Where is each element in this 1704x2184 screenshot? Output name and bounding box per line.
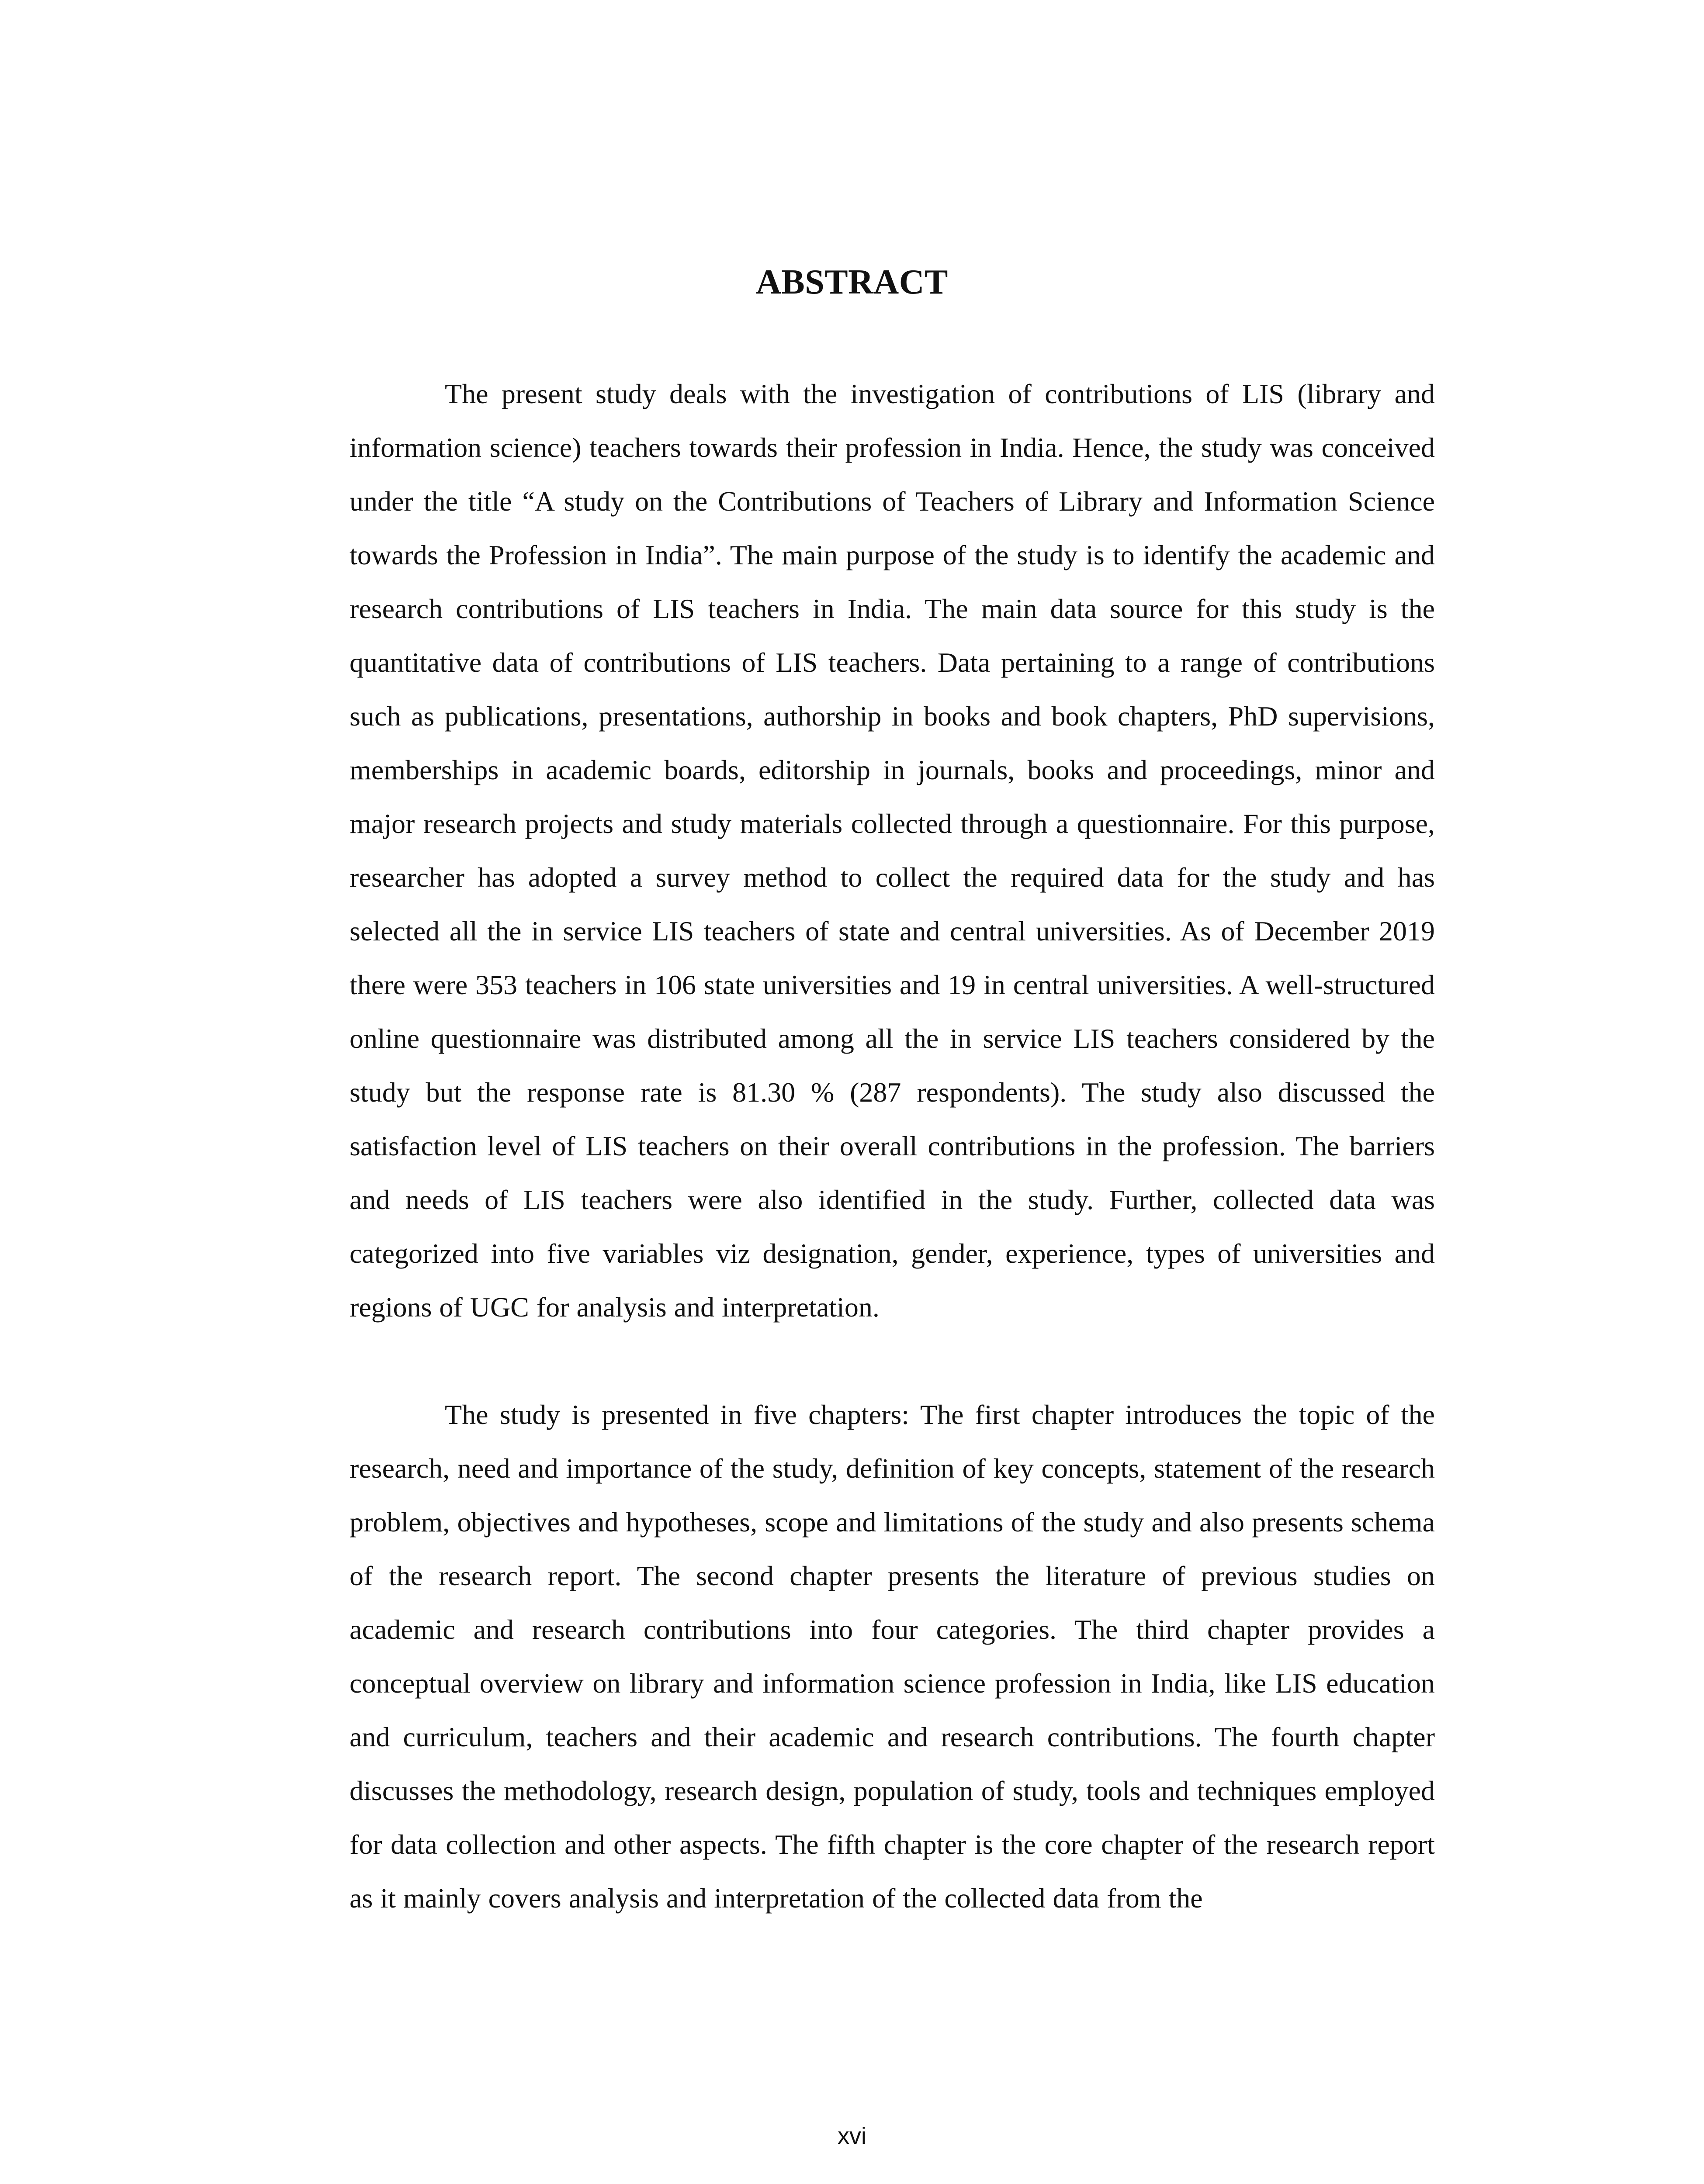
abstract-body xyxy=(350,367,1435,1925)
abstract-paragraph-2: The study is presented in five chapters: The first chapter introduces the topic of the research, need and importance of the study, definition of key concepts, statement of the research problem, objectives and hypotheses, scope and limitations of the study and also presents schema of the research report. The second chapter presents the literature of previous studies on academic and research contributions into four categories. The third chapter provides a conceptual overview on library and information science profession in India, like LIS education and curriculum, teachers and their academic and research contributions. The fourth chapter discusses the methodology, research design, population of study, tools and techniques employed for data collection and other aspects. The fifth chapter is the core chapter of the research report as it mainly covers analysis and interpretation of the collected data from the xyxy=(350,1399,1435,1914)
page-number: xvi xyxy=(838,2123,866,2149)
page-title: ABSTRACT xyxy=(756,263,948,301)
abstract-paragraph-1: The present study deals with the investigation of contributions of LIS (library and information science) teachers towards their profession in India. Hence, the study was conceived under the title “A study on the Contributions of Teachers of Library and Information Science towards the Profession in India”. The main purpose of the study is to identify the academic and research contributions of LIS teachers in India. The main data source for this study is the quantitative data of contributions of LIS teachers. Data pertaining to a range of contributions such as publications, presentations, authorship in books and book chapters, PhD supervisions, memberships in academic boards, editorship in journals, books and proceedings, minor and major research projects and study materials collected through a questionnaire. For this purpose, researcher has adopted a survey method to collect the required data for the study and has selected all the in service LIS teachers of state and central universities. As of December 2019 there were 353 teachers in 106 state universities and 19 in central universities. A well-structured online questionnaire was distributed among all the in service LIS teachers considered by the study but the response rate is 81.30 % (287 respondents). The study also discussed the satisfaction level of LIS teachers on their overall contributions in the profession. The barriers and needs of LIS teachers were also identified in the study. Further, collected data was categorized into five variables viz designation, gender, experience, types of universities and regions of UGC for analysis and interpretation. xyxy=(350,378,1435,1323)
